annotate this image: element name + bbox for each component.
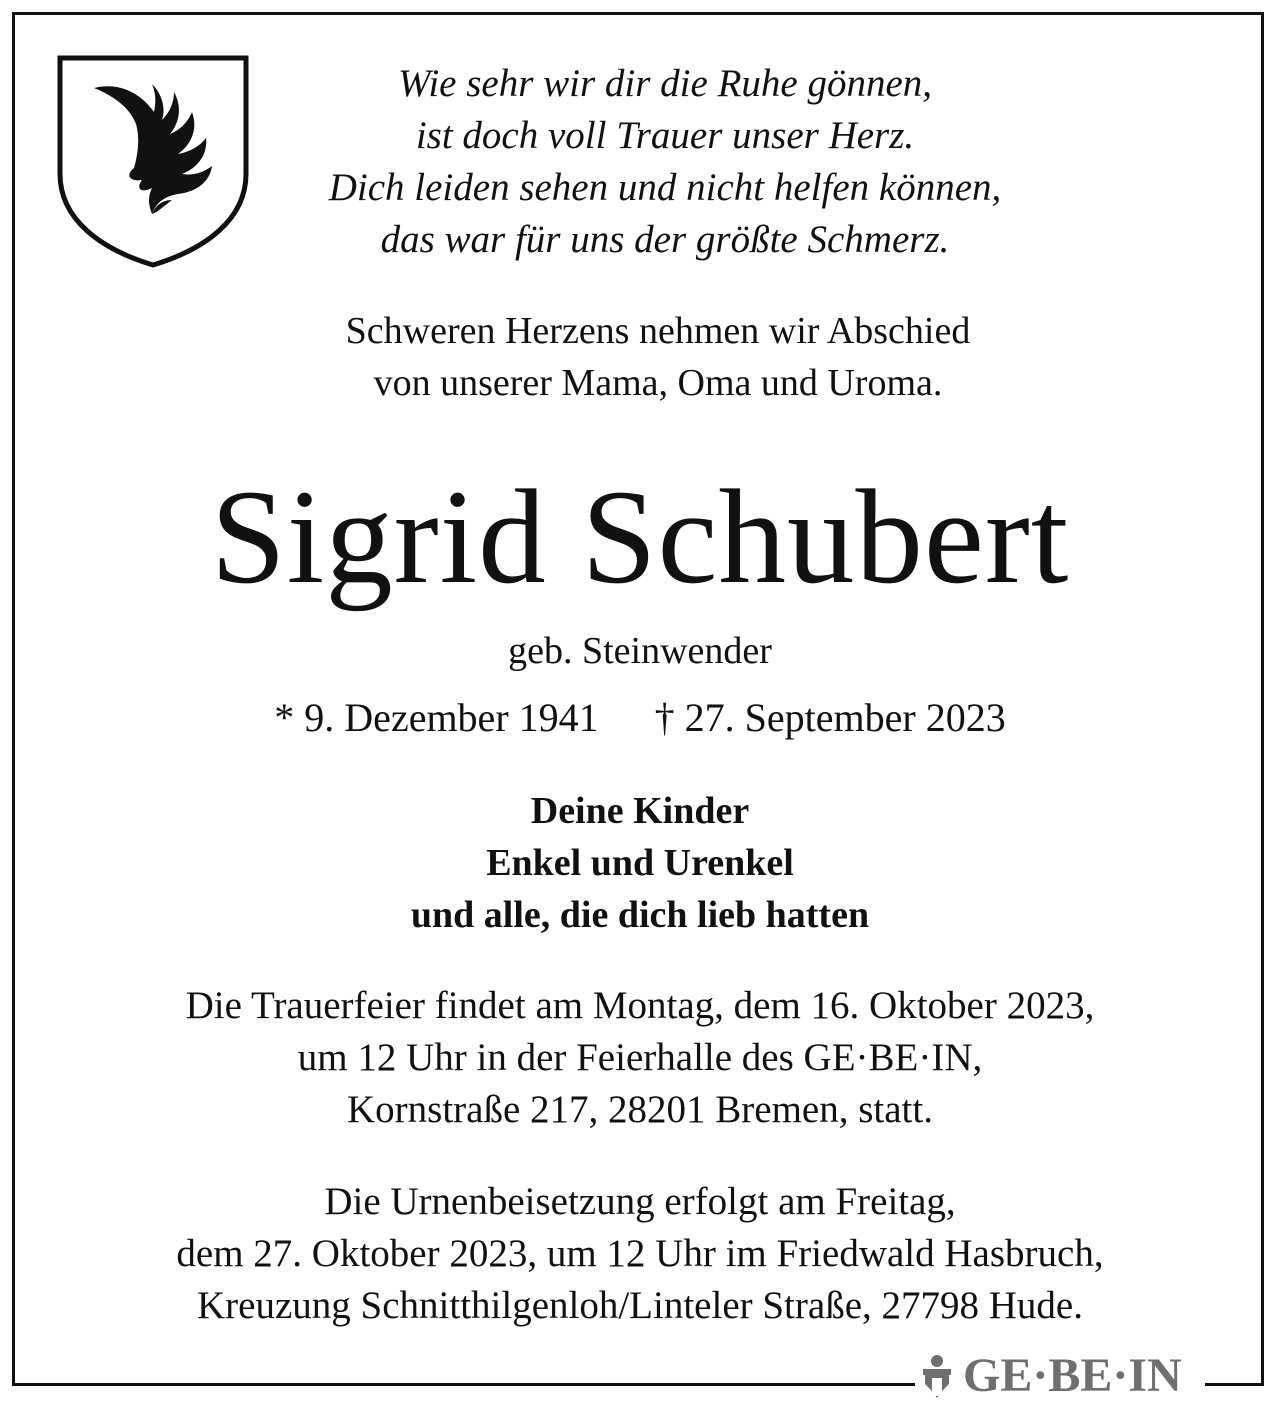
death-date: † 27. September 2023 [654, 695, 1006, 740]
poem-line-4: das war für uns der größte Schmerz. [380, 218, 950, 261]
gebein-logo-text: GE·BE·IN [963, 1348, 1182, 1402]
poem-line-1: Wie sehr wir dir die Ruhe gönnen, [397, 62, 933, 105]
funeral-info-line-1: Die Trauerfeier findet am Montag, dem 16. Oktober 2023, [185, 984, 1095, 1027]
burial-info-line-3: Kreuzung Schnitthilgenloh/Linteler Straße, 27798 Hude. [197, 1284, 1083, 1327]
burial-info-line-2: dem 27. Oktober 2023, um 12 Uhr im Friedwald Hasbruch, [176, 1232, 1104, 1275]
gebein-logo-icon [917, 1354, 957, 1398]
funeral-info-line-2: um 12 Uhr in der Feierhalle des GE·BE·IN, [297, 1036, 983, 1079]
farewell-line-1: Schweren Herzens nehmen wir Abschied [345, 310, 971, 352]
birth-name: geb. Steinwender [508, 630, 772, 672]
mourners-line-2: Enkel und Urenkel [486, 842, 794, 884]
deceased-name: Sigrid Schubert [210, 463, 1070, 612]
mourners-line-3: und alle, die dich lieb hatten [410, 894, 870, 936]
mourners-line-1: Deine Kinder [530, 790, 750, 832]
burial-info-line-1: Die Urnenbeisetzung erfolgt am Freitag, [324, 1180, 956, 1223]
funeral-info-line-3: Kornstraße 217, 28201 Bremen, statt. [347, 1088, 933, 1131]
farewell-line-2: von unserer Mama, Oma und Uroma. [373, 362, 943, 404]
gebein-logo [915, 1348, 1205, 1402]
life-dates [0, 695, 1280, 740]
poem-line-2: ist doch voll Trauer unser Herz. [415, 114, 915, 157]
poem-line-3: Dich leiden sehen und nicht helfen können, [328, 166, 1002, 209]
antler-shield-icon [56, 54, 250, 268]
birth-date: * 9. Dezember 1941 [274, 695, 599, 740]
